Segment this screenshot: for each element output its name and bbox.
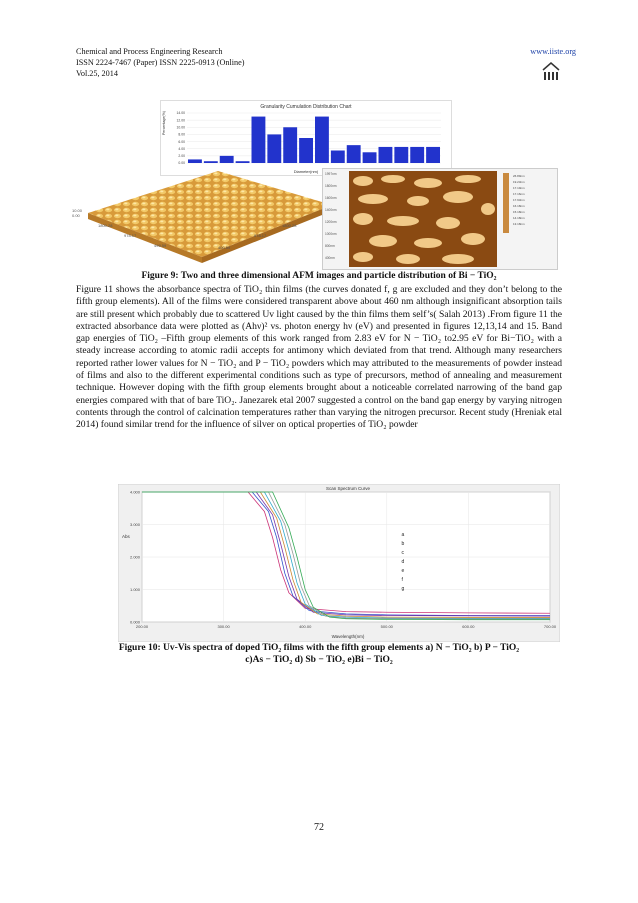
- svg-text:400nm: 400nm: [325, 256, 335, 260]
- svg-text:1800nm: 1800nm: [325, 184, 337, 188]
- histogram-bar: [236, 161, 250, 163]
- spectrum-xlabel: Wavelength(nm): [331, 634, 365, 639]
- spectrum-ytick: 0.000: [129, 619, 140, 625]
- spectrum-label-d: d: [401, 559, 405, 565]
- svg-text:13.18nm: 13.18nm: [513, 222, 525, 226]
- spectrum-label-b: b: [401, 541, 405, 547]
- spectrum-xtick: 200.00: [135, 624, 149, 629]
- spectrum-ylabel: Abs: [122, 534, 130, 539]
- spectrum-ytick: 4.000: [129, 489, 140, 495]
- figure-10-caption: [76, 642, 562, 666]
- histogram-bar: [394, 147, 408, 163]
- histogram-ytick: 0.00: [178, 161, 185, 166]
- svg-text:1000nm: 1000nm: [325, 232, 337, 236]
- histogram-bar: [267, 134, 281, 163]
- page-number: 72: [314, 822, 324, 833]
- figure-9: [68, 100, 558, 268]
- histogram-bar: [299, 138, 313, 163]
- spectrum-xtick: 500.00: [380, 624, 393, 629]
- spectrum-title: Scan Spectrum Curve: [325, 486, 371, 491]
- journal-volume: Vol.25, 2014: [76, 69, 118, 78]
- svg-text:978.17: 978.17: [124, 233, 137, 238]
- histogram-ytick: 8.00: [178, 132, 185, 137]
- spectrum-label-e: e: [401, 568, 405, 574]
- histogram-xlabel: Diameter(nm): [293, 169, 319, 174]
- svg-text:978.17: 978.17: [254, 233, 267, 238]
- histogram-bar: [252, 117, 266, 163]
- histogram-ytick: 2.00: [178, 154, 185, 159]
- journal-url[interactable]: www.iiste.org: [530, 47, 576, 56]
- uv-vis-spectrum-chart: [118, 484, 560, 642]
- histogram-bar: [379, 147, 393, 163]
- histogram-bar: [188, 159, 202, 163]
- histogram-bar: [410, 147, 424, 163]
- svg-text:19.23nm: 19.23nm: [513, 180, 525, 184]
- svg-text:1997nm: 1997nm: [325, 172, 337, 176]
- histogram-bar: [283, 127, 297, 163]
- svg-text:1600nm: 1600nm: [325, 196, 337, 200]
- histogram-bar: [315, 117, 329, 163]
- afm-2d-image: [322, 168, 558, 270]
- histogram-bar: [347, 145, 361, 163]
- svg-text:15.18nm: 15.18nm: [513, 210, 525, 214]
- svg-text:1800.28: 1800.28: [282, 223, 297, 228]
- journal-header: [76, 46, 245, 79]
- svg-text:400.59: 400.59: [218, 245, 231, 250]
- svg-text:17.19nm: 17.19nm: [513, 186, 525, 190]
- svg-text:17.16nm: 17.16nm: [513, 192, 525, 196]
- histogram-ylabel: Percentage(%): [162, 111, 166, 135]
- svg-text:1800.28: 1800.28: [98, 223, 113, 228]
- svg-text:17.93nm: 17.93nm: [513, 198, 525, 202]
- spectrum-ytick: 2.000: [129, 554, 140, 560]
- histogram-ytick: 12.00: [176, 118, 185, 123]
- histogram-title: Granularity Cumulation Distribution Chart: [260, 104, 352, 110]
- svg-text:26.89nm: 26.89nm: [513, 174, 525, 178]
- body-paragraph: Figure 11 shows the absorbance spectra of TiO₂ thin films (the curves donated f, g are excluded and they don’t belong to the fifth group elements). All of the films were considered transparent above about 460 nm although insignificant absorption tails are still present which probably due to scattered Uv light caused by the thin films them self’s( Salah 2013) .From figure 11 the extracted absorbance data were plotted as (Ahν)² vs. photon energy hν (eV) and presented in figures 12,13,14 and 15. Band gap energies of TiO₂ –Fifth group elements of this work ranged from 2.83 eV for N − TiO₂ to2.95 eV for Bi−TiO₂ with a steady increase according to atomic radii accepts for antimony which deviated from that trend. Although many researchers reported rather lower values for N − TiO₂ and P − TiO₂ powders which may attributed to the measurements of powder instead of films and also to the different experimental conditions such as type of precursors, method of annealing and measurement technique. However doping with the fifth group elements brought about a noticeable correlated narrowing of the band gap energies compared with that of bare TiO₂. Janezarek etal 2007 suggested a control on the band gap energy by varying nitrogen contents through the control of calcination temperatures rather than varying the nitrogen precursor. Recent study (Hreniak etal 2014) found similar trend for the influence of silver on optical properties of TiO₂ powder: [76, 284, 562, 431]
- svg-text:1200nm: 1200nm: [325, 220, 337, 224]
- spectrum-ytick: 1.000: [129, 587, 140, 592]
- histogram-bar: [363, 152, 377, 163]
- spectrum-label-g: g: [401, 586, 405, 592]
- spectrum-label-c: c: [401, 550, 404, 556]
- spectrum-xtick: 700.00: [543, 624, 557, 629]
- svg-text:800nm: 800nm: [325, 244, 335, 248]
- histogram-bar: [204, 161, 218, 163]
- histogram-ytick: 14.00: [176, 111, 185, 116]
- spectrum-label-f: f: [401, 577, 403, 583]
- figure-10-caption-line1: Figure 10: Uv-Vis spectra of doped TiO₂ films with the fifth group elements a) N − TiO₂ b) P − TiO₂: [118, 643, 520, 653]
- journal-title: Chemical and Process Engineering Research: [76, 47, 223, 56]
- figure-10-caption-line2: c)As − TiO₂ d) Sb − TiO₂ e)Bi − TiO₂: [245, 655, 393, 665]
- figure-9-caption: Figure 9: Two and three dimensional AFM images and particle distribution of Bi − TiO₂: [141, 271, 497, 281]
- iiste-logo: [540, 60, 562, 82]
- spectrum-label-a: a: [401, 532, 405, 538]
- afm-3d-image: [68, 165, 334, 265]
- spectrum-xtick: 300.00: [217, 624, 230, 629]
- svg-text:0.00: 0.00: [72, 213, 80, 218]
- histogram-ytick: 6.00: [178, 139, 185, 144]
- svg-text:1400nm: 1400nm: [325, 208, 337, 212]
- svg-text:16.18nm: 16.18nm: [513, 204, 525, 208]
- journal-issn: ISSN 2224-7467 (Paper) ISSN 2225-0913 (Online): [76, 58, 245, 67]
- spectrum-ytick: 3.000: [129, 522, 140, 527]
- histogram-bar: [331, 151, 345, 164]
- svg-text:499.59: 499.59: [154, 243, 167, 248]
- svg-text:10.00: 10.00: [72, 208, 83, 213]
- svg-text:14.18nm: 14.18nm: [513, 216, 525, 220]
- histogram-ytick: 4.00: [178, 146, 185, 151]
- spectrum-xtick: 600.00: [462, 624, 475, 629]
- histogram-bar: [220, 156, 234, 163]
- histogram-bar: [426, 147, 440, 163]
- spectrum-xtick: 400.00: [299, 624, 312, 629]
- histogram-ytick: 10.00: [176, 125, 185, 130]
